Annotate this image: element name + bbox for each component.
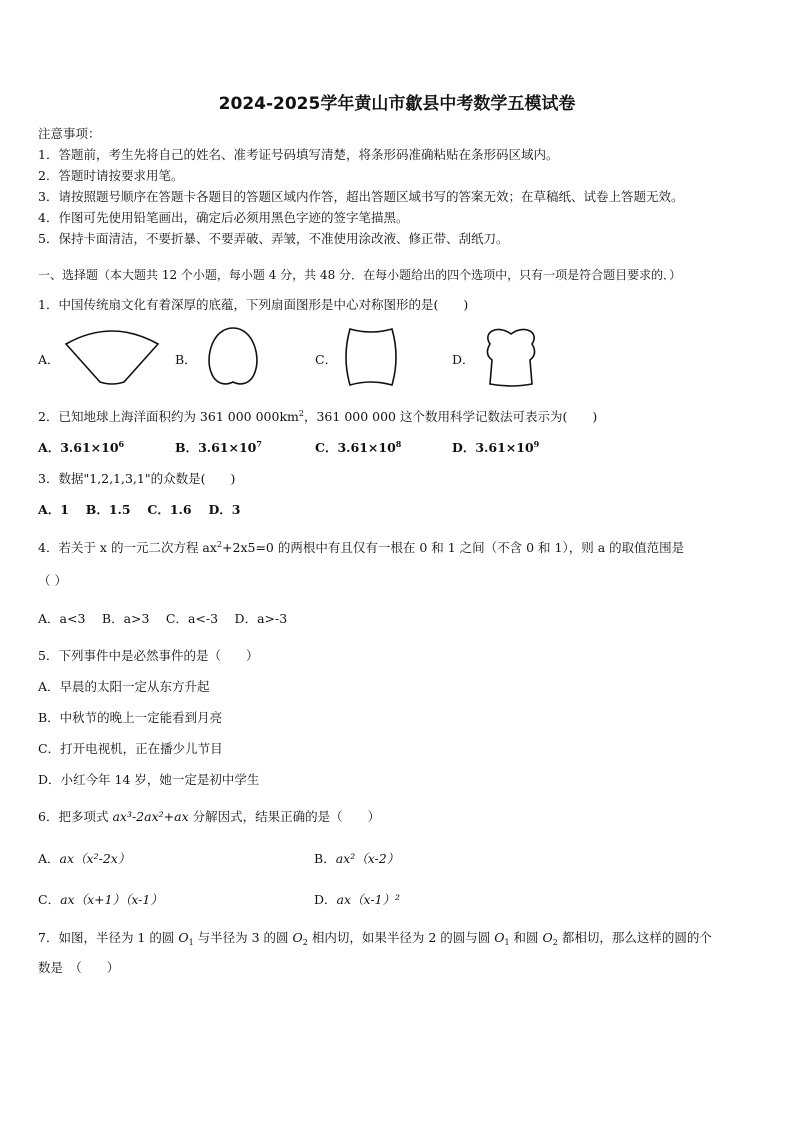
fan-shape-a [64, 328, 160, 386]
fan-shape-d [480, 326, 542, 388]
page-title: 2024-2025学年黄山市歙县中考数学五模试卷 [218, 94, 576, 114]
section-heading: 一、选择题（本大题共 12 个小题，每小题 4 分，共 48 分．在每小题给出的四个选项中，只有一项是符合题目要求的．） [38, 268, 682, 282]
notice-item-3: 3．请按照题号顺序在答题卡各题目的答题区域内作答，超出答题区域书写的答案无效；在草稿纸、试卷上答题无效。 [38, 189, 684, 204]
q6-option-c: C．ax（x+1）（x-1） [38, 892, 163, 907]
q3-stem: 3．数据"1,2,1,3,1"的众数是( ) [38, 471, 236, 486]
q5-option-a: A．早晨的太阳一定从东方升起 [38, 679, 210, 694]
q2-stem: 2．已知地球上海洋面积约为 361 000 $000km^2$，361 000 000 这个数用科学记数法可表示为( ) [38, 409, 598, 424]
notice-item-4: 4．作图可先使用铅笔画出，确定后必须用黑色字迹的签字笔描黑。 [38, 210, 409, 225]
q2-option-d: D．$3.61\times 10^9$ [452, 439, 540, 455]
q2-option-a: A．$3.61\times 10^6$ [38, 439, 125, 455]
q3-options: A．1 B．1.5 C．1.6 D．3 [38, 502, 241, 517]
q1-option-d: D． [452, 352, 475, 367]
notice-item-1: 1．答题前，考生先将自己的姓名、准考证号码填写清楚，将条形码准确粘贴在条形码区域内。 [38, 147, 559, 162]
q7-stem-line1: 7．如图，半径为 1 的圆 $O_1$ 与半径为 3 的圆 $O_2$ 相内切，如果半径为 2 的圆与圆 $O_1$ 和圆 $O_2$ 都相切，那么这样的圆的个 [38, 930, 712, 947]
fan-shape-c [342, 327, 400, 387]
q4-answer-paren: （ ） [38, 573, 67, 588]
q4-options: A．a<3 B．a>3 C．a<-3 D．a>-3 [38, 611, 288, 626]
q5-option-c: C．打开电视机，正在播少儿节目 [38, 741, 223, 756]
q7-stem-line2: 数是 （ ） [38, 960, 120, 975]
q5-option-b: B．中秋节的晚上一定能看到月亮 [38, 710, 223, 725]
q6-option-b: B．ax²（x-2） [314, 851, 400, 866]
q6-option-a: A．ax（x²-2x） [38, 851, 131, 866]
notice-heading: 注意事项： [38, 126, 101, 141]
notice-item-5: 5．保持卡面清洁，不要折暴、不要弄破、弄皱，不准使用涂改液、修正带、刮纸刀。 [38, 231, 509, 246]
q1-option-c: C． [315, 352, 338, 367]
q1-stem: 1．中国传统扇文化有着深厚的底蕴，下列扇面图形是中心对称图形的是( ) [38, 297, 469, 312]
q6-option-d: D．ax（x-1）² [314, 892, 401, 907]
q2-option-b: B．$3.61\times 10^7$ [175, 439, 262, 455]
q4-stem: 4．若关于 x 的一元二次方程 $ax^2+2x5=0$ 的两根中有且仅有一根在 0 和 1 之间（不含 0 和 1），则 a 的取值范围是 [38, 540, 685, 555]
fan-shape-b [205, 326, 261, 388]
q6-stem: 6．把多项式 ax³-2ax²+ax 分解因式，结果正确的是（ ） [38, 809, 381, 824]
notice-item-2: 2．答题时请按要求用笔。 [38, 168, 184, 183]
q1-option-b: B． [175, 352, 197, 367]
q1-option-a: A． [38, 352, 60, 367]
q2-option-c: C．$3.61\times 10^8$ [315, 439, 402, 455]
q5-stem: 5．下列事件中是必然事件的是（ ） [38, 648, 259, 663]
q5-option-d: D．小红今年 14 岁，她一定是初中学生 [38, 772, 260, 787]
